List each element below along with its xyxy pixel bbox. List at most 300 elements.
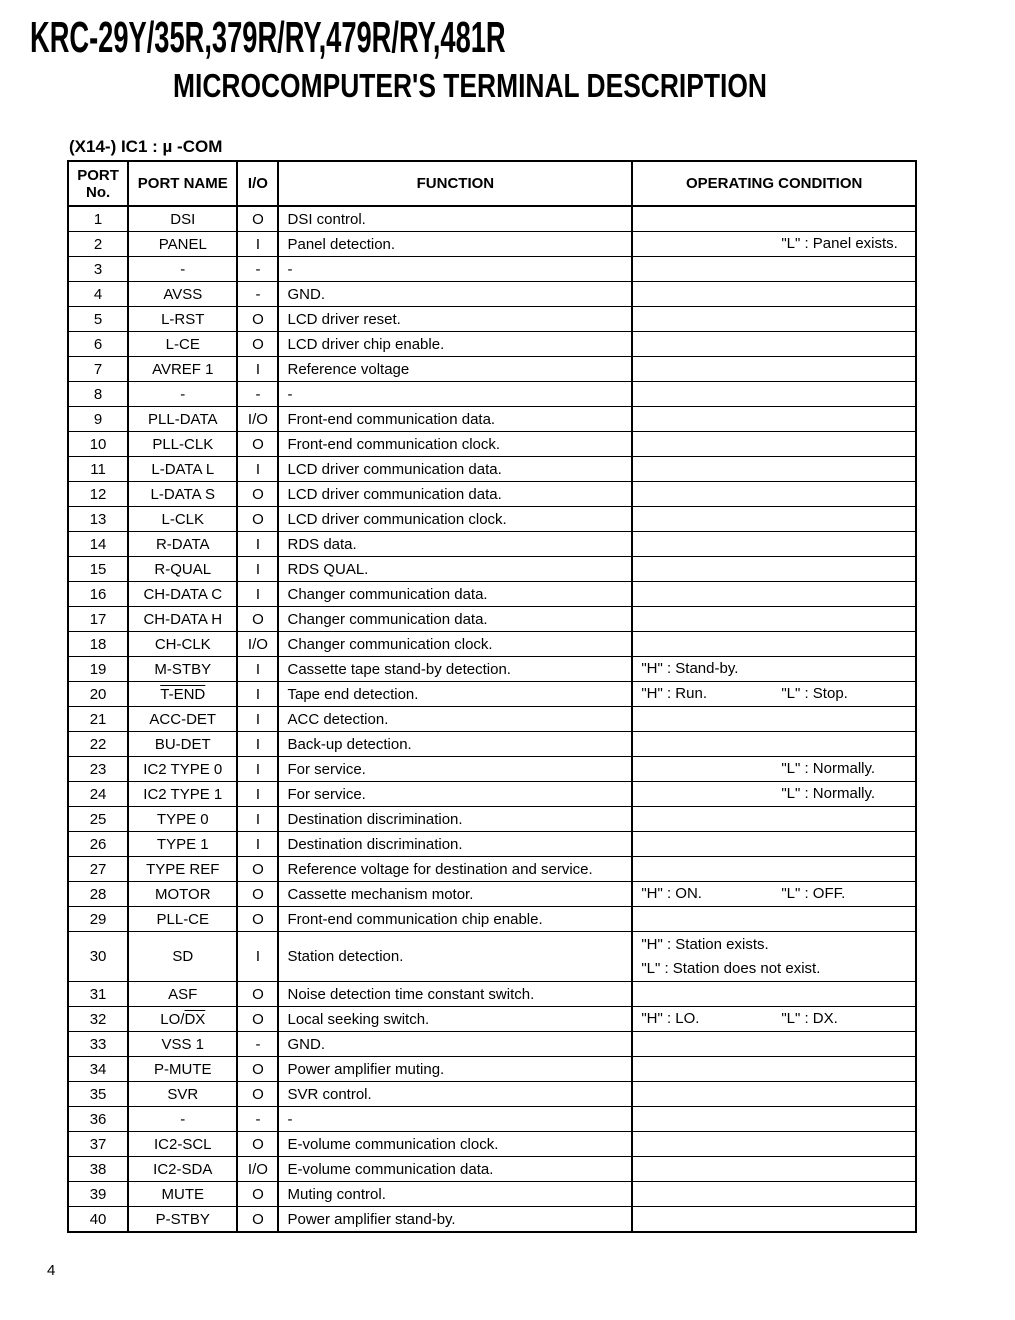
function-cell: Power amplifier stand-by.: [278, 1207, 632, 1233]
port-name-cell: [128, 782, 237, 807]
port-name-text: P-STBY: [155, 1210, 210, 1228]
col-header-function: FUNCTION: [278, 161, 632, 206]
condition-line: [641, 757, 915, 781]
condition-cell: [632, 232, 916, 257]
port-no-cell: 38: [68, 1157, 128, 1182]
port-name-cell: [128, 1057, 237, 1082]
port-name-text: R-DATA: [155, 535, 210, 553]
condition-cell: [632, 1057, 916, 1082]
port-name-cell: [128, 382, 237, 407]
port-name-text: L-CLK: [161, 510, 205, 528]
table-row: [68, 282, 916, 307]
port-no-cell: 21: [68, 707, 128, 732]
function-cell: DSI control.: [278, 206, 632, 232]
table-row: [68, 932, 916, 982]
condition-cell: [632, 907, 916, 932]
port-no-cell: 29: [68, 907, 128, 932]
port-name-text: -: [180, 385, 186, 403]
function-cell: Reference voltage: [278, 357, 632, 382]
port-name-cell: [128, 232, 237, 257]
port-no-cell: 16: [68, 582, 128, 607]
function-cell: -: [278, 382, 632, 407]
condition-cell: [632, 607, 916, 632]
table-row: [68, 832, 916, 857]
io-cell: I: [237, 732, 278, 757]
io-cell: I: [237, 557, 278, 582]
function-cell: Reference voltage for destination and service.: [278, 857, 632, 882]
table-row: [68, 382, 916, 407]
condition-cell: [632, 1207, 916, 1233]
condition-cell: [632, 1032, 916, 1057]
table-row: [68, 782, 916, 807]
port-name-text: AVSS: [163, 285, 203, 303]
col-header-port-no: [68, 161, 128, 206]
port-name-text: VSS 1: [161, 1035, 205, 1053]
io-cell: I: [237, 532, 278, 557]
table-row: [68, 507, 916, 532]
condition-cell: [632, 407, 916, 432]
port-name-cell: [128, 432, 237, 457]
io-cell: O: [237, 332, 278, 357]
port-name-text: PANEL: [158, 235, 207, 253]
table-row: [68, 1207, 916, 1233]
io-cell: I: [237, 832, 278, 857]
table-row: [68, 1182, 916, 1207]
function-cell: GND.: [278, 1032, 632, 1057]
port-name-cell: [128, 857, 237, 882]
function-cell: For service.: [278, 782, 632, 807]
port-name-text: L-DATA S: [150, 485, 215, 503]
io-cell: I: [237, 682, 278, 707]
io-cell: I: [237, 807, 278, 832]
table-row: [68, 1082, 916, 1107]
table-row: [68, 907, 916, 932]
port-name-cell: [128, 457, 237, 482]
port-name-cell: [128, 982, 237, 1007]
condition-cell: [632, 732, 916, 757]
port-name-text: PLL-CE: [156, 910, 210, 928]
terminal-table: [67, 160, 917, 1233]
function-cell: Destination discrimination.: [278, 807, 632, 832]
port-name-text: SD: [172, 948, 194, 965]
table-row: [68, 882, 916, 907]
col-header-port-name: PORT NAME: [128, 161, 237, 206]
condition-cell: [632, 1107, 916, 1132]
function-cell: For service.: [278, 757, 632, 782]
port-name-cell: [128, 607, 237, 632]
table-row: [68, 407, 916, 432]
port-name-text: CH-DATA C: [143, 585, 223, 603]
port-name-text: M-STBY: [154, 660, 212, 678]
io-cell: I: [237, 782, 278, 807]
port-name-text: PLL-DATA: [148, 410, 218, 428]
condition-cell: [632, 757, 916, 782]
function-cell: GND.: [278, 282, 632, 307]
port-name-cell: [128, 682, 237, 707]
port-no-cell: 24: [68, 782, 128, 807]
function-cell: LCD driver communication clock.: [278, 507, 632, 532]
table-row: [68, 757, 916, 782]
function-cell: LCD driver chip enable.: [278, 332, 632, 357]
condition-cell: [632, 682, 916, 707]
io-cell: I/O: [237, 1157, 278, 1182]
port-no-cell: 17: [68, 607, 128, 632]
table-row: [68, 257, 916, 282]
port-no-cell: 8: [68, 382, 128, 407]
table-row: [68, 432, 916, 457]
function-cell: Front-end communication clock.: [278, 432, 632, 457]
condition-low: "L" : OFF.: [781, 885, 846, 902]
port-no-cell: 9: [68, 407, 128, 432]
port-name-text: DSI: [170, 210, 196, 228]
condition-line: [641, 882, 915, 906]
io-cell: I: [237, 657, 278, 682]
port-no-cell: 34: [68, 1057, 128, 1082]
port-name-text: TYPE 0: [156, 810, 209, 828]
io-cell: I/O: [237, 632, 278, 657]
port-name-cell: [128, 1032, 237, 1057]
condition-low: "L" : Normally.: [781, 760, 876, 777]
condition-cell: [632, 1157, 916, 1182]
port-no-cell: 19: [68, 657, 128, 682]
io-cell: O: [237, 907, 278, 932]
function-cell: SVR control.: [278, 1082, 632, 1107]
function-cell: Cassette mechanism motor.: [278, 882, 632, 907]
port-name-text: ACC-DET: [149, 710, 217, 728]
port-name-cell: [128, 632, 237, 657]
page-number: 4: [47, 1262, 56, 1279]
port-name-text: P-MUTE: [154, 1060, 212, 1078]
function-cell: RDS QUAL.: [278, 557, 632, 582]
function-cell: Front-end communication chip enable.: [278, 907, 632, 932]
condition-high: "H" : LO.: [641, 1010, 700, 1027]
io-cell: O: [237, 307, 278, 332]
port-name-cell: [128, 1007, 237, 1032]
port-no-cell: 3: [68, 257, 128, 282]
port-name-text-negated: $\overline{DX}$: [184, 1010, 206, 1028]
condition-line: [641, 682, 915, 706]
port-name-cell: [128, 1107, 237, 1132]
port-name-cell: [128, 832, 237, 857]
condition-cell: [632, 632, 916, 657]
condition-line: [641, 782, 915, 806]
condition-low: "L" : DX.: [781, 1010, 838, 1027]
table-row: [68, 482, 916, 507]
condition-line: [641, 232, 915, 256]
condition-cell: [632, 507, 916, 532]
port-name-text: PLL-CLK: [152, 435, 214, 453]
port-name-cell: [128, 882, 237, 907]
io-cell: O: [237, 1207, 278, 1233]
condition-line: [641, 1007, 915, 1031]
table-row: [68, 307, 916, 332]
port-name-text: IC2 TYPE 0: [143, 760, 223, 778]
port-name-cell: [128, 507, 237, 532]
port-name-text: MUTE: [161, 1185, 205, 1203]
table-row: [68, 732, 916, 757]
io-cell: I: [237, 932, 278, 982]
io-cell: I: [237, 232, 278, 257]
model-number-heading: KRC-29Y/35R,379R/RY,479R/RY,481R: [30, 13, 506, 62]
port-name-cell: [128, 357, 237, 382]
port-name-text: BU-DET: [154, 735, 211, 753]
io-cell: O: [237, 857, 278, 882]
function-cell: Noise detection time constant switch.: [278, 982, 632, 1007]
condition-cell: [632, 332, 916, 357]
port-name-cell: [128, 206, 237, 232]
port-name-text: ASF: [168, 985, 198, 1003]
condition-cell: [632, 432, 916, 457]
condition-low: "L" : Panel exists.: [781, 235, 898, 252]
port-no-cell: 12: [68, 482, 128, 507]
port-no-cell: 20: [68, 682, 128, 707]
io-cell: O: [237, 982, 278, 1007]
port-no-cell: 6: [68, 332, 128, 357]
condition-cell: [632, 257, 916, 282]
table-row: [68, 682, 916, 707]
port-name-cell: [128, 707, 237, 732]
port-no-cell: 30: [68, 932, 128, 982]
table-row: [68, 332, 916, 357]
port-name-text: -: [180, 260, 186, 278]
function-cell: Cassette tape stand-by detection.: [278, 657, 632, 682]
function-cell: LCD driver reset.: [278, 307, 632, 332]
condition-line: [641, 657, 915, 681]
table-row: [68, 1107, 916, 1132]
table-row: [68, 657, 916, 682]
port-name-text: -: [180, 1110, 186, 1128]
port-name-text: CH-CLK: [154, 635, 211, 653]
condition-cell: [632, 982, 916, 1007]
port-name-cell: [128, 307, 237, 332]
port-no-cell: 10: [68, 432, 128, 457]
function-cell: RDS data.: [278, 532, 632, 557]
condition-line: [641, 933, 915, 957]
io-cell: I: [237, 757, 278, 782]
condition-cell: [632, 307, 916, 332]
io-cell: O: [237, 882, 278, 907]
condition-cell: [632, 557, 916, 582]
function-cell: Panel detection.: [278, 232, 632, 257]
port-no-cell: 37: [68, 1132, 128, 1157]
port-no-cell: 40: [68, 1207, 128, 1233]
port-no-cell: 2: [68, 232, 128, 257]
port-no-cell: 18: [68, 632, 128, 657]
condition-cell: [632, 857, 916, 882]
condition-high: "H" : ON.: [641, 885, 702, 902]
function-cell: Changer communication clock.: [278, 632, 632, 657]
function-cell: -: [278, 257, 632, 282]
function-cell: Changer communication data.: [278, 607, 632, 632]
table-row: [68, 1157, 916, 1182]
port-no-cell: 39: [68, 1182, 128, 1207]
port-no-cell: 1: [68, 206, 128, 232]
table-row: [68, 582, 916, 607]
condition-cell: [632, 1082, 916, 1107]
port-no-cell: 11: [68, 457, 128, 482]
port-name-text: T-END: [160, 685, 206, 703]
port-name-text: SVR: [167, 1085, 199, 1103]
port-name-text: IC2-SDA: [153, 1160, 213, 1178]
table-row: [68, 857, 916, 882]
port-name-text: LO/: [160, 1010, 185, 1028]
io-cell: -: [237, 382, 278, 407]
port-name-cell: [128, 1207, 237, 1233]
table-row: [68, 557, 916, 582]
function-cell: Station detection.: [278, 932, 632, 982]
port-name-text: IC2-SCL: [154, 1135, 212, 1153]
port-name-cell: [128, 532, 237, 557]
table-row: [68, 457, 916, 482]
table-row: [68, 232, 916, 257]
col-header-io: I/O: [237, 161, 278, 206]
port-name-cell: [128, 657, 237, 682]
table-header-row: [68, 161, 916, 206]
condition-cell: [632, 457, 916, 482]
port-name-cell: [128, 282, 237, 307]
table-row: [68, 707, 916, 732]
function-cell: Muting control.: [278, 1182, 632, 1207]
condition-cell: [632, 206, 916, 232]
page-title: MICROCOMPUTER'S TERMINAL DESCRIPTION: [173, 67, 767, 104]
port-name-cell: [128, 582, 237, 607]
function-cell: Local seeking switch.: [278, 1007, 632, 1032]
port-name-text: TYPE 1: [156, 835, 209, 853]
condition-line: [641, 957, 915, 981]
io-cell: O: [237, 1132, 278, 1157]
function-cell: E-volume communication data.: [278, 1157, 632, 1182]
ic-label: (X14-) IC1 : µ -COM: [69, 137, 223, 156]
col-header-condition: OPERATING CONDITION: [632, 161, 916, 206]
table-row: [68, 1032, 916, 1057]
function-cell: E-volume communication clock.: [278, 1132, 632, 1157]
condition-cell: [632, 832, 916, 857]
condition-cell: [632, 382, 916, 407]
io-cell: -: [237, 1032, 278, 1057]
io-cell: O: [237, 432, 278, 457]
io-cell: O: [237, 1007, 278, 1032]
condition-cell: [632, 532, 916, 557]
condition-cell: [632, 1007, 916, 1032]
io-cell: I: [237, 582, 278, 607]
condition-cell: [632, 482, 916, 507]
condition-cell: [632, 357, 916, 382]
table-row: [68, 532, 916, 557]
function-cell: -: [278, 1107, 632, 1132]
port-no-cell: 5: [68, 307, 128, 332]
port-name-cell: [128, 1082, 237, 1107]
condition-cell: [632, 707, 916, 732]
condition-high: "H" : Run.: [641, 685, 707, 702]
port-name-cell: [128, 757, 237, 782]
condition-cell: [632, 282, 916, 307]
port-name-text: TYPE REF: [146, 860, 220, 878]
condition-cell: [632, 932, 916, 982]
io-cell: O: [237, 482, 278, 507]
io-cell: O: [237, 507, 278, 532]
io-cell: I: [237, 457, 278, 482]
condition-high: "L" : Station does not exist.: [641, 959, 821, 977]
port-name-text: R-QUAL: [154, 560, 212, 578]
port-name-cell: [128, 332, 237, 357]
condition-cell: [632, 882, 916, 907]
port-name-cell: [128, 557, 237, 582]
function-cell: Changer communication data.: [278, 582, 632, 607]
table-row: [68, 982, 916, 1007]
io-cell: O: [237, 1182, 278, 1207]
port-name-cell: [128, 807, 237, 832]
port-name-cell: [128, 482, 237, 507]
condition-low: "L" : Stop.: [781, 685, 848, 702]
port-no-cell: 33: [68, 1032, 128, 1057]
port-no-cell: 13: [68, 507, 128, 532]
port-name-text: CH-DATA H: [143, 610, 223, 628]
table-row: [68, 1007, 916, 1032]
io-cell: O: [237, 206, 278, 232]
io-cell: I/O: [237, 407, 278, 432]
condition-cell: [632, 807, 916, 832]
function-cell: ACC detection.: [278, 707, 632, 732]
condition-cell: [632, 1182, 916, 1207]
port-name-cell: [128, 907, 237, 932]
table-row: [68, 632, 916, 657]
condition-cell: [632, 657, 916, 682]
io-cell: -: [237, 1107, 278, 1132]
port-name-cell: [128, 1132, 237, 1157]
function-cell: Back-up detection.: [278, 732, 632, 757]
function-cell: LCD driver communication data.: [278, 457, 632, 482]
table-row: [68, 1057, 916, 1082]
port-no-cell: 14: [68, 532, 128, 557]
table-row: [68, 1132, 916, 1157]
condition-high: "H" : Station exists.: [641, 935, 769, 953]
port-no-cell: 27: [68, 857, 128, 882]
port-no-cell: 36: [68, 1107, 128, 1132]
port-no-cell: 22: [68, 732, 128, 757]
io-cell: -: [237, 257, 278, 282]
function-cell: Power amplifier muting.: [278, 1057, 632, 1082]
table-row: [68, 607, 916, 632]
port-no-cell: 4: [68, 282, 128, 307]
port-name-text: L-CE: [165, 335, 200, 353]
port-name-text: IC2 TYPE 1: [143, 785, 223, 803]
condition-low: "L" : Normally.: [781, 785, 876, 802]
port-name-cell: [128, 732, 237, 757]
condition-cell: [632, 582, 916, 607]
port-no-cell: 7: [68, 357, 128, 382]
function-cell: Front-end communication data.: [278, 407, 632, 432]
port-name-cell: [128, 407, 237, 432]
condition-cell: [632, 1132, 916, 1157]
port-name-cell: [128, 1182, 237, 1207]
function-cell: Destination discrimination.: [278, 832, 632, 857]
port-name-cell: [128, 1157, 237, 1182]
condition-high: "H" : Stand-by.: [641, 660, 739, 677]
port-header-line1: PORT: [77, 166, 119, 184]
port-name-text: MOTOR: [154, 885, 211, 903]
port-name-text: L-RST: [161, 310, 205, 328]
io-cell: O: [237, 1082, 278, 1107]
port-no-cell: 28: [68, 882, 128, 907]
port-name-cell: [128, 932, 237, 982]
port-no-cell: 32: [68, 1007, 128, 1032]
port-name-cell: [128, 257, 237, 282]
table-row: [68, 206, 916, 232]
io-cell: I: [237, 357, 278, 382]
port-no-cell: 23: [68, 757, 128, 782]
port-no-cell: 15: [68, 557, 128, 582]
table-row: [68, 357, 916, 382]
